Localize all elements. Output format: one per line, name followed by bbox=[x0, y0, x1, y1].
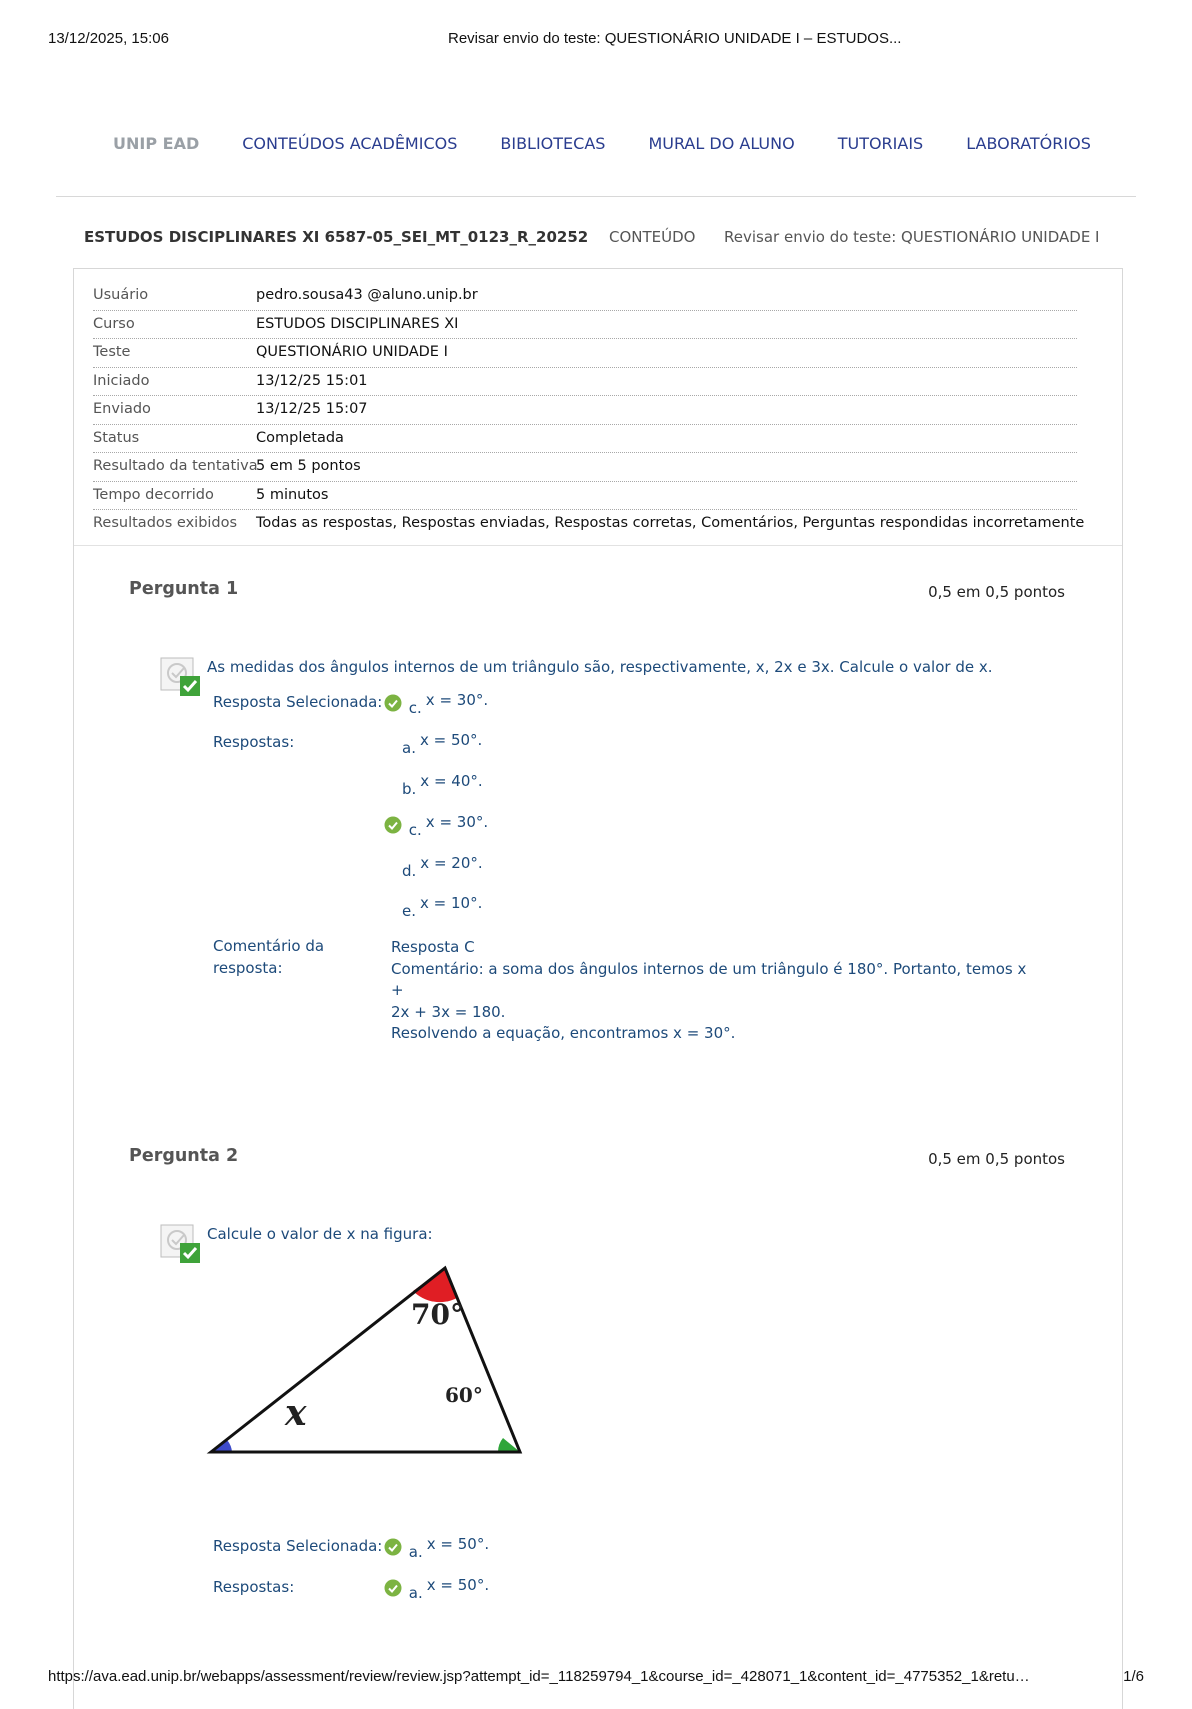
comment-label: resposta: bbox=[213, 959, 283, 977]
summary-value: Completada bbox=[256, 429, 344, 446]
summary-key: Curso bbox=[93, 315, 135, 332]
breadcrumb-section[interactable]: CONTEÚDO bbox=[609, 228, 696, 246]
summary-row bbox=[93, 396, 1077, 425]
summary-divider bbox=[74, 545, 1122, 546]
answer-text: x = 30°. bbox=[425, 813, 489, 831]
answer-text: x = 30°. bbox=[425, 691, 489, 709]
answer-letter: c. bbox=[408, 699, 422, 717]
summary-key: Iniciado bbox=[93, 372, 150, 389]
summary-row bbox=[93, 510, 1085, 538]
summary-key: Tempo decorrido bbox=[93, 486, 214, 503]
answer-letter: a. bbox=[408, 1584, 423, 1602]
nav-divider bbox=[56, 196, 1136, 197]
selected-answer bbox=[384, 693, 488, 717]
question-2-header bbox=[129, 1146, 1065, 1176]
summary-key: Status bbox=[93, 429, 140, 446]
answer-option bbox=[384, 733, 482, 757]
nav-brand[interactable]: UNIP EAD bbox=[113, 134, 200, 153]
answer-text: x = 20°. bbox=[420, 854, 483, 872]
top-nav bbox=[113, 134, 1132, 158]
answer-text: x = 40°. bbox=[420, 772, 483, 790]
summary-row bbox=[93, 425, 1077, 454]
answer-letter: b. bbox=[402, 780, 417, 798]
answer-letter: c. bbox=[408, 821, 422, 839]
answer-letter: d. bbox=[402, 862, 417, 880]
breadcrumb-page: Revisar envio do teste: QUESTIONÁRIO UNIDADE I bbox=[724, 228, 1100, 246]
comment-line: 2x + 3x = 180. bbox=[391, 1002, 506, 1021]
answer-letter: a. bbox=[402, 739, 416, 757]
summary-value: 13/12/25 15:01 bbox=[256, 372, 368, 389]
selected-answer-label: Resposta Selecionada: bbox=[213, 1537, 383, 1555]
angle-right-label: 60° bbox=[445, 1383, 483, 1407]
summary-key: Usuário bbox=[93, 287, 149, 303]
print-header bbox=[48, 30, 1144, 52]
attempt-summary bbox=[93, 282, 1085, 538]
summary-key: Resultados exibidos bbox=[93, 515, 238, 531]
correct-document-icon bbox=[160, 656, 200, 696]
nav-item-bibliotecas[interactable]: BIBLIOTECAS bbox=[500, 134, 606, 153]
comment-label: Comentário da bbox=[213, 937, 325, 955]
summary-row bbox=[93, 368, 1077, 397]
answers-label: Respostas: bbox=[213, 733, 295, 751]
angle-left-label: x bbox=[285, 1392, 307, 1434]
summary-value: pedro.sousa43 @aluno.unip.br bbox=[256, 287, 478, 303]
answer-text: x = 50°. bbox=[419, 731, 483, 749]
summary-value: 5 minutos bbox=[256, 486, 329, 503]
nav-item-conteudos[interactable]: CONTEÚDOS ACADÊMICOS bbox=[242, 134, 458, 153]
selected-answer bbox=[384, 1537, 489, 1561]
question-1-text: As medidas dos ângulos internos de um triângulo são, respectivamente, x, 2x e 3x. Calcule o valor de x. bbox=[207, 658, 993, 676]
selected-answer-label: Resposta Selecionada: bbox=[213, 693, 383, 711]
answer-letter: e. bbox=[402, 902, 416, 920]
page-url: https://ava.ead.unip.br/webapps/assessment/review/review.jsp?attempt_id=_118259794_1&course_id=_428071_1&content_id=_4775352_1&retu… bbox=[48, 1668, 1030, 1685]
comment-line: Resolvendo a equação, encontramos x = 30°. bbox=[391, 1024, 736, 1042]
summary-value: QUESTIONÁRIO UNIDADE I bbox=[256, 344, 448, 360]
check-icon bbox=[384, 1579, 402, 1597]
summary-key: Resultado da tentativa bbox=[93, 458, 258, 474]
question-1-points: 0,5 em 0,5 pontos bbox=[928, 583, 1065, 601]
summary-key: Teste bbox=[93, 344, 131, 360]
summary-value: 13/12/25 15:07 bbox=[256, 401, 368, 417]
answer-option-correct bbox=[384, 1578, 489, 1602]
nav-item-tutoriais[interactable]: TUTORIAIS bbox=[837, 134, 924, 153]
summary-value: 5 em 5 pontos bbox=[256, 458, 361, 474]
summary-row bbox=[93, 482, 1077, 511]
answer-text: x = 50°. bbox=[426, 1576, 490, 1594]
triangle-figure bbox=[135, 1262, 525, 1462]
summary-row bbox=[93, 339, 1077, 368]
question-1-title: Pergunta 1 bbox=[129, 579, 239, 599]
question-1-header bbox=[129, 579, 1065, 609]
summary-row bbox=[93, 453, 1077, 482]
answer-text: x = 10°. bbox=[420, 894, 483, 912]
review-card bbox=[73, 268, 1123, 1709]
answers-label: Respostas: bbox=[213, 1578, 295, 1596]
page-number: 1/6 bbox=[1123, 1668, 1144, 1685]
answer-option bbox=[384, 774, 483, 798]
nav-item-mural[interactable]: MURAL DO ALUNO bbox=[648, 134, 795, 153]
summary-value: Todas as respostas, Respostas enviadas, Respostas corretas, Comentários, Perguntas respondidas incorretamente bbox=[256, 515, 1085, 531]
answer-text: x = 50°. bbox=[426, 1535, 490, 1553]
summary-key: Enviado bbox=[93, 401, 151, 417]
check-icon bbox=[384, 1538, 402, 1556]
summary-row bbox=[93, 311, 1077, 340]
question-2-text: Calcule o valor de x na figura: bbox=[207, 1225, 433, 1243]
breadcrumb-course[interactable]: ESTUDOS DISCIPLINARES XI 6587-05_SEI_MT_0123_R_20252 bbox=[84, 228, 589, 246]
answer-option bbox=[384, 856, 483, 880]
check-icon bbox=[384, 694, 402, 712]
print-title: Revisar envio do teste: QUESTIONÁRIO UNIDADE I – ESTUDOS... bbox=[448, 30, 902, 47]
check-icon bbox=[384, 816, 402, 834]
triangle-outline bbox=[211, 1268, 520, 1452]
answer-option bbox=[384, 896, 482, 920]
summary-row bbox=[93, 282, 1077, 311]
print-date: 13/12/2025, 15:06 bbox=[48, 30, 169, 47]
comment-line: Resposta C bbox=[391, 938, 475, 956]
question-2-title: Pergunta 2 bbox=[129, 1146, 239, 1166]
comment-line: Comentário: a soma dos ângulos internos de um triângulo é 180°. Portanto, temos x + bbox=[391, 959, 1027, 999]
angle-top-label: 70° bbox=[411, 1298, 464, 1331]
summary-value: ESTUDOS DISCIPLINARES XI bbox=[256, 315, 459, 332]
answer-letter: a. bbox=[408, 1543, 423, 1561]
nav-item-laboratorios[interactable]: LABORATÓRIOS bbox=[966, 134, 1091, 153]
answer-option-correct bbox=[384, 815, 488, 839]
correct-document-icon bbox=[160, 1223, 200, 1263]
question-2-points: 0,5 em 0,5 pontos bbox=[928, 1150, 1065, 1168]
answer-comment bbox=[391, 937, 1031, 1045]
